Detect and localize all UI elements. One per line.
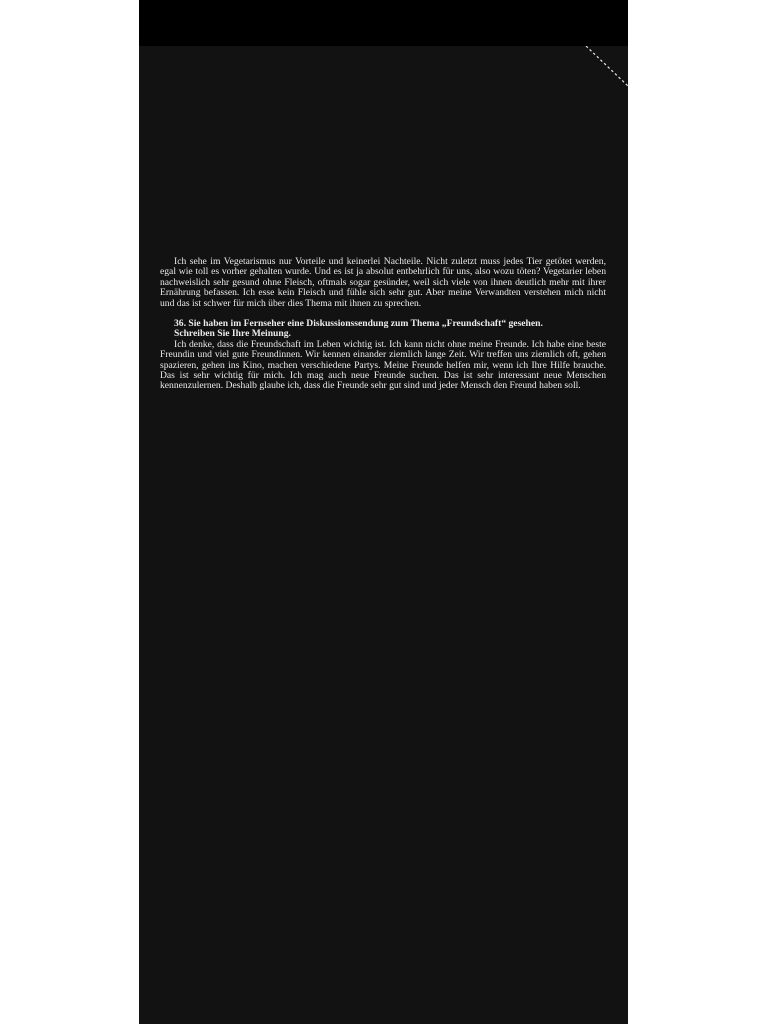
paragraph-friendship: Ich denke, dass die Freundschaft im Leben wichtig ist. Ich kann nicht ohne meine Freunde. Ich habe eine beste Freundin und viel gute Freundinnen. Wir kennen einander ziemlich lange Zeit. Wir treffen uns ziemlich oft, gehen spazieren, gehen ins Kino, machen verschiedene Partys. Meine Freunde helfen mir, wenn ich Ihre Hilfe brauche. Das ist sehr wichtig für mich. Ich mag auch neue Freunde suchen. Das ist sehr interessant neue Menschen kennenzulernen. Deshalb glaube ich, dass die Freunde sehr gut sind und jeder Mensch den Freund haben soll. <box>160 338 606 392</box>
page-corner-fold-icon <box>584 46 628 86</box>
document-content <box>160 257 606 392</box>
question-instruction: Schreiben Sie Ihre Meinung. <box>174 328 291 340</box>
question-title-text: Sie haben im Fernseher eine Diskussionssendung zum Thema „Freundschaft“ gesehen. <box>188 318 543 330</box>
paragraph-vegetarianism: Ich sehe im Vegetarismus nur Vorteile und keinerlei Nachteile. Nicht zuletzt muss jedes Tier getötet werden, egal wie toll es vorher gehalten wurde. Und es ist ja absolut entbehrlich für uns, also wozu töten? Vegetarier leben nachweislich sehr gesund ohne Fleisch, oftmals sogar gesünder, weil sich viele von ihnen deutlich mehr mit ihrer Ernährung befassen. Ich esse kein Fleisch und fühle sich sehr gut. Aber meine Verwandten verstehen mich nicht und das ist schwer für mich über dies Thema mit ihnen zu sprechen. <box>160 256 606 309</box>
question-number: 36. <box>174 318 186 330</box>
top-bar <box>139 0 628 46</box>
document-page <box>139 0 628 1024</box>
question-block <box>160 319 606 392</box>
